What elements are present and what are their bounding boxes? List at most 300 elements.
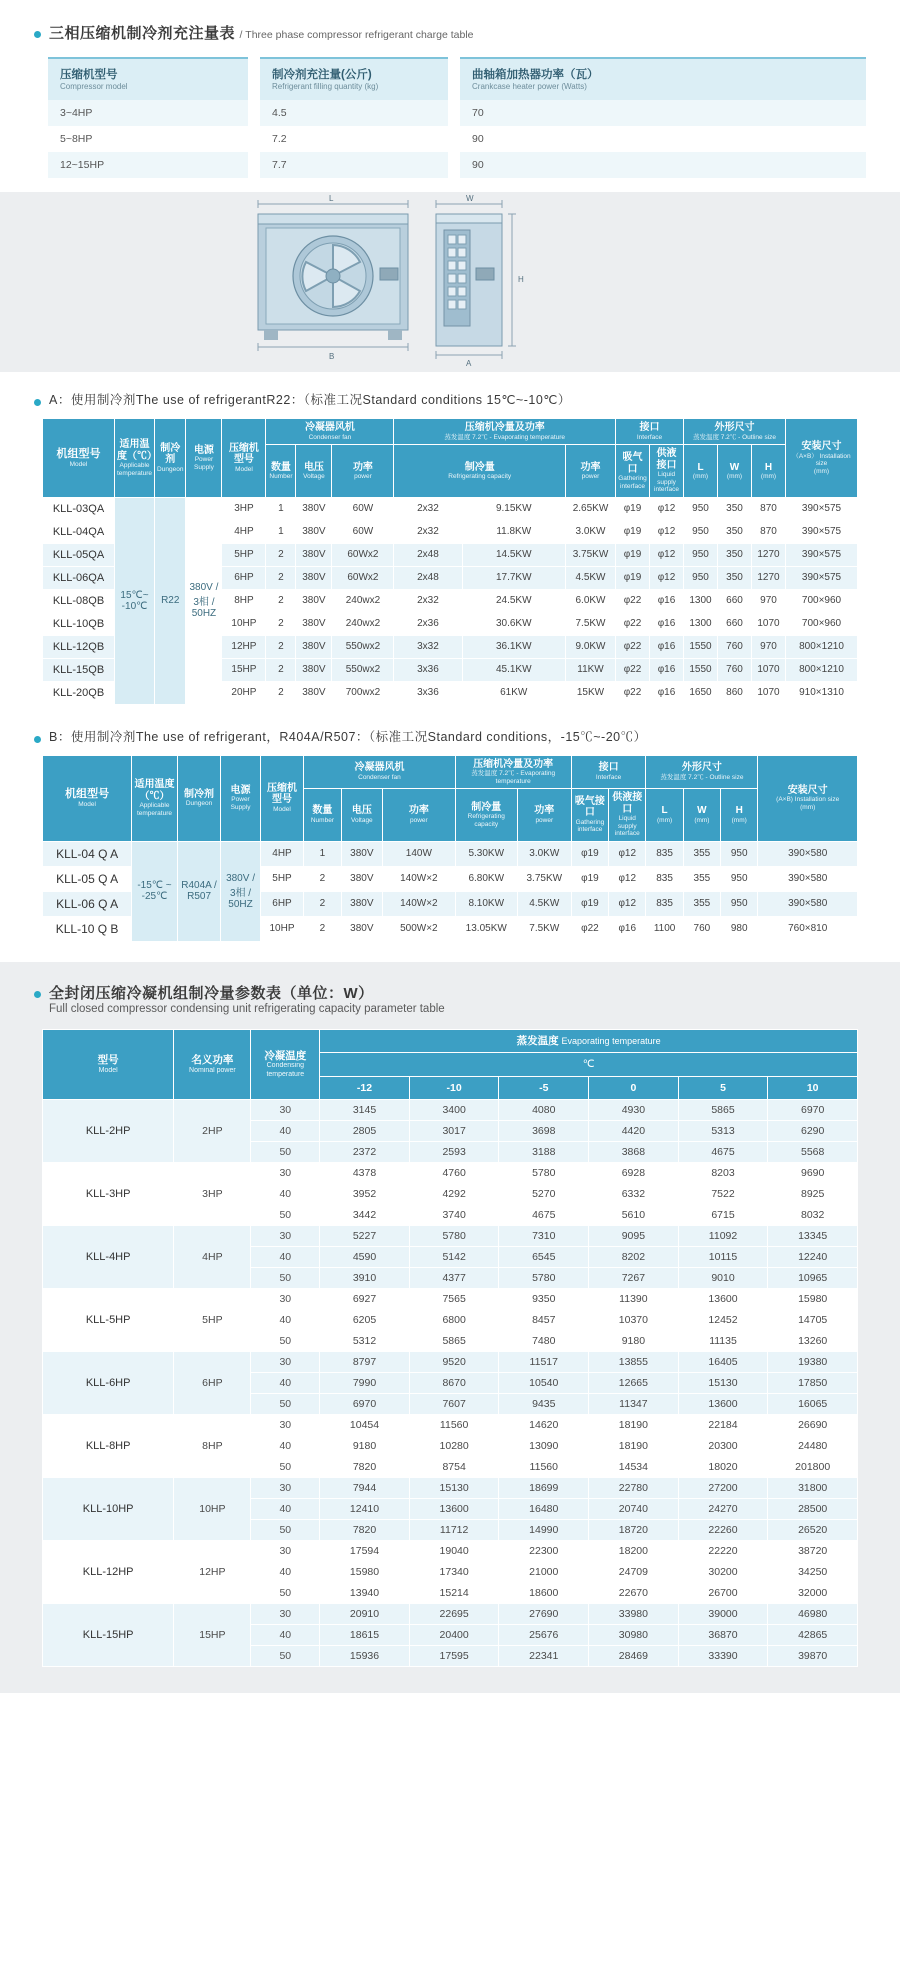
cell-liq: φ12 (609, 866, 646, 891)
cell-cond-temp: 50 (251, 1205, 320, 1226)
cell-value: 4930 (589, 1100, 679, 1121)
charge-cell: 4.5 (260, 100, 448, 126)
cell-value: 8032 (768, 1205, 858, 1226)
cell-value: 13940 (320, 1583, 410, 1604)
cell-fan-volt: 380V (296, 497, 332, 520)
cell-value: 15130 (409, 1478, 499, 1499)
cell-value: 6205 (320, 1310, 410, 1331)
cell-cap: 6.80KW (455, 866, 517, 891)
cell-cond-temp: 30 (251, 1478, 320, 1499)
cell-value: 7820 (320, 1520, 410, 1541)
cell-cond-temp: 40 (251, 1310, 320, 1331)
cell-fan-volt: 380V (341, 891, 382, 916)
th-gas-port: 吸气接口 Gathering interface (571, 789, 608, 841)
cell-H: 870 (752, 520, 786, 543)
cell-value: 20300 (678, 1436, 768, 1457)
charge-col1-cn: 制冷剂充注量(公斤) (272, 69, 372, 81)
cell-power: 3.75KW (566, 543, 616, 566)
charge-title-cn: 三相压缩机制冷剂充注量表 (49, 25, 236, 42)
cell-refrigerant-merged: R22 (155, 497, 186, 704)
table-a-heading (0, 390, 900, 408)
cell-cap: 45.1KW (462, 658, 566, 681)
cell-cond-temp: 40 (251, 1184, 320, 1205)
th-H: H (mm) (752, 445, 786, 497)
cell-nominal-power: 5HP (174, 1289, 251, 1352)
charge-column-header (48, 57, 248, 100)
cell-cond-temp: 30 (251, 1226, 320, 1247)
cell-cond-temp: 40 (251, 1121, 320, 1142)
cell-W: 355 (683, 841, 720, 866)
cell-fan-power: 140W×2 (383, 891, 456, 916)
cell-power-merged: 380V / 3相 / 50HZ (221, 841, 260, 941)
product-image-band (0, 192, 900, 372)
cell-value: 7565 (409, 1289, 499, 1310)
cell-H: 1070 (752, 658, 786, 681)
cell-value: 32000 (768, 1583, 858, 1604)
cell-fan-power: 550wx2 (332, 635, 394, 658)
th-temp: 适用温度（℃） Applicable temperature (132, 755, 178, 841)
cell-value: 5312 (320, 1331, 410, 1352)
cell-fan-volt: 380V (296, 589, 332, 612)
table-row (43, 841, 858, 866)
cell-liq: φ12 (650, 520, 684, 543)
cell-value: 7267 (589, 1268, 679, 1289)
cell-model: KLL-05 Q A (43, 866, 132, 891)
cell-value: 22300 (499, 1541, 589, 1562)
cell-value: 5568 (768, 1142, 858, 1163)
cell-value: 9350 (499, 1289, 589, 1310)
table-row (43, 1352, 858, 1373)
cell-cap: 14.5KW (462, 543, 566, 566)
cell-value: 3698 (499, 1121, 589, 1142)
cell-value: 9520 (409, 1352, 499, 1373)
th-evap-col: 5 (678, 1076, 768, 1100)
cell-gas: φ19 (616, 520, 650, 543)
cell-install: 390×575 (786, 497, 858, 520)
cell-power: 11KW (566, 658, 616, 681)
cell-cap: 24.5KW (462, 589, 566, 612)
cell-value: 3868 (589, 1142, 679, 1163)
charge-col2-en: Crankcase heater power (Watts) (472, 82, 587, 92)
cell-value: 22780 (589, 1478, 679, 1499)
cell-value: 9690 (768, 1163, 858, 1184)
cell-gas: φ22 (616, 635, 650, 658)
cell-H: 950 (721, 866, 758, 891)
cell-W: 760 (718, 658, 752, 681)
cell-value: 12410 (320, 1499, 410, 1520)
cell-model: KLL-06 Q A (43, 891, 132, 916)
cell-value: 5780 (499, 1268, 589, 1289)
cell-refrigerant-merged: R404A / R507 (177, 841, 221, 941)
cell-H: 1270 (752, 566, 786, 589)
cell-L: 835 (646, 891, 683, 916)
cell-H: 870 (752, 497, 786, 520)
cell-H: 950 (721, 891, 758, 916)
th-refrigerant: 制冷剂 Dungeon (177, 755, 221, 841)
cell-fan-num: 2 (266, 635, 296, 658)
cell-value: 5142 (409, 1247, 499, 1268)
cell-fan-num: 2 (304, 916, 341, 941)
cell-model: KLL-15HP (43, 1604, 174, 1667)
cell-value: 15130 (678, 1373, 768, 1394)
cell-value: 13260 (768, 1331, 858, 1352)
cell-power: 3.75KW (517, 866, 571, 891)
th-compressor-model: 压缩机型号 Model (260, 755, 304, 841)
cell-value: 13855 (589, 1352, 679, 1373)
cell-value: 17594 (320, 1541, 410, 1562)
th-capacity-power: 功率 power (566, 445, 616, 497)
cell-value: 22670 (589, 1583, 679, 1604)
charge-cell: 90 (460, 126, 866, 152)
cell-value: 25676 (499, 1625, 589, 1646)
th-W: W (mm) (683, 789, 720, 841)
cell-value: 6970 (320, 1394, 410, 1415)
charge-section-heading (0, 22, 900, 43)
table-row (43, 1163, 858, 1184)
th-L: L (mm) (684, 445, 718, 497)
cell-fan-num: 1 (304, 841, 341, 866)
th-interface-group: 接口 Interface (571, 755, 646, 788)
cell-model: KLL-8HP (43, 1415, 174, 1478)
cell-gas: φ22 (616, 612, 650, 635)
table-row (43, 1226, 858, 1247)
cell-comp: 3HP (222, 497, 266, 520)
cell-cond-temp: 40 (251, 1625, 320, 1646)
cell-H: 1070 (752, 612, 786, 635)
cell-cap: 8.10KW (455, 891, 517, 916)
capacity-table (42, 1029, 858, 1668)
cell-cap-sub: 2x32 (394, 520, 462, 543)
cell-value: 38720 (768, 1541, 858, 1562)
cell-model: KLL-5HP (43, 1289, 174, 1352)
cell-value: 201800 (768, 1457, 858, 1478)
cell-value: 8925 (768, 1184, 858, 1205)
th-capacity: 制冷量 Refrigerating capacity (394, 445, 566, 497)
th-evaporating-unit: ℃ (320, 1053, 858, 1077)
cell-value: 26520 (768, 1520, 858, 1541)
cell-comp: 6HP (222, 566, 266, 589)
cell-value: 18720 (589, 1520, 679, 1541)
cell-value: 11560 (499, 1457, 589, 1478)
cell-model: KLL-10QB (43, 612, 115, 635)
cell-value: 46980 (768, 1604, 858, 1625)
table-b (42, 755, 858, 942)
cell-fan-num: 2 (266, 566, 296, 589)
cell-value: 13600 (678, 1394, 768, 1415)
cell-value: 14534 (589, 1457, 679, 1478)
cell-value: 9095 (589, 1226, 679, 1247)
charge-cell: 7.2 (260, 126, 448, 152)
cell-value: 22220 (678, 1541, 768, 1562)
cell-value: 31800 (768, 1478, 858, 1499)
cell-cap: 5.30KW (455, 841, 517, 866)
cell-L: 1300 (684, 612, 718, 635)
cell-fan-power: 60Wx2 (332, 566, 394, 589)
cell-cond-temp: 30 (251, 1352, 320, 1373)
cell-value: 7820 (320, 1457, 410, 1478)
cell-cap-sub: 2x32 (394, 497, 462, 520)
cell-value: 11390 (589, 1289, 679, 1310)
cell-value: 39870 (768, 1646, 858, 1667)
cell-value: 3400 (409, 1100, 499, 1121)
cell-W: 660 (718, 589, 752, 612)
cell-install: 800×1210 (786, 635, 858, 658)
th-fan-number: 数量 Number (266, 445, 296, 497)
cell-value: 8203 (678, 1163, 768, 1184)
cell-fan-num: 2 (304, 891, 341, 916)
table-b-title: B：使用制冷剂The use of refrigerant，R404A/R507：（标准工况Standard conditions，-15℃~-20℃） (49, 729, 647, 744)
cell-cond-temp: 40 (251, 1247, 320, 1268)
cell-value: 3017 (409, 1121, 499, 1142)
cell-H: 970 (752, 635, 786, 658)
th-L: L (mm) (646, 789, 683, 841)
cell-value: 4590 (320, 1247, 410, 1268)
cell-value: 9435 (499, 1394, 589, 1415)
cell-value: 15214 (409, 1583, 499, 1604)
cell-value: 3740 (409, 1205, 499, 1226)
table-row (43, 497, 858, 520)
cell-fan-volt: 380V (296, 635, 332, 658)
cell-value: 12665 (589, 1373, 679, 1394)
cell-value: 3952 (320, 1184, 410, 1205)
cell-value: 8202 (589, 1247, 679, 1268)
cell-cond-temp: 30 (251, 1100, 320, 1121)
cell-comp: 5HP (260, 866, 304, 891)
charge-cell: 7.7 (260, 152, 448, 178)
cell-L: 950 (684, 566, 718, 589)
cell-model: KLL-04QA (43, 520, 115, 543)
cell-model: KLL-3HP (43, 1163, 174, 1226)
cell-liq: φ12 (650, 497, 684, 520)
cell-power: 4.5KW (517, 891, 571, 916)
cell-comp: 10HP (222, 612, 266, 635)
cell-model: KLL-03QA (43, 497, 115, 520)
cell-power: 7.5KW (517, 916, 571, 941)
cell-value: 34250 (768, 1562, 858, 1583)
cell-liq: φ16 (650, 658, 684, 681)
cell-value: 26690 (768, 1415, 858, 1436)
cell-value: 8797 (320, 1352, 410, 1373)
cell-fan-power: 60W (332, 497, 394, 520)
cell-cap-sub: 3x36 (394, 658, 462, 681)
cell-value: 4760 (409, 1163, 499, 1184)
cell-value: 10540 (499, 1373, 589, 1394)
cell-nominal-power: 4HP (174, 1226, 251, 1289)
cell-value: 7310 (499, 1226, 589, 1247)
cell-liq: φ12 (650, 543, 684, 566)
table-row (43, 1478, 858, 1499)
cell-fan-num: 2 (304, 866, 341, 891)
cell-value: 13090 (499, 1436, 589, 1457)
charge-title-en: / Three phase compressor refrigerant charge table (239, 29, 474, 41)
cell-fan-num: 2 (266, 681, 296, 704)
cell-cap-sub: 2x48 (394, 566, 462, 589)
th-evaporating-group: 蒸发温度 Evaporating temperature (320, 1029, 858, 1053)
cell-W: 355 (683, 891, 720, 916)
table-a-header-row-1 (43, 419, 858, 445)
cell-value: 27690 (499, 1604, 589, 1625)
cell-model: KLL-10 Q B (43, 916, 132, 941)
th-evap-col: -12 (320, 1076, 410, 1100)
th-model: 型号 Model (43, 1029, 174, 1100)
cell-value: 8754 (409, 1457, 499, 1478)
cell-L: 835 (646, 866, 683, 891)
cell-value: 3188 (499, 1142, 589, 1163)
th-install-group: 安装尺寸 （A×B） Installation size (mm) (786, 419, 858, 497)
cell-value: 22184 (678, 1415, 768, 1436)
table-row (43, 1604, 858, 1625)
cell-model: KLL-10HP (43, 1478, 174, 1541)
cell-value: 3910 (320, 1268, 410, 1289)
cell-H: 950 (721, 841, 758, 866)
cell-power: 3.0KW (517, 841, 571, 866)
cell-W: 760 (718, 635, 752, 658)
cell-value: 9180 (320, 1436, 410, 1457)
cell-fan-num: 2 (266, 589, 296, 612)
cell-value: 7522 (678, 1184, 768, 1205)
th-power-supply: 电源 Power Supply (221, 755, 260, 841)
cell-H: 970 (752, 589, 786, 612)
cell-value: 13345 (768, 1226, 858, 1247)
cell-value: 16405 (678, 1352, 768, 1373)
cell-value: 24709 (589, 1562, 679, 1583)
cell-value: 20910 (320, 1604, 410, 1625)
charge-column-header (460, 57, 866, 100)
cell-install: 910×1310 (786, 681, 858, 704)
table-row (43, 1100, 858, 1121)
charge-cell: 12~15HP (48, 152, 248, 178)
condensing-unit-illustration (240, 192, 660, 372)
th-fan-power: 功率 power (383, 789, 456, 841)
th-install-group: 安装尺寸 (A×B) Installation size (mm) (758, 755, 858, 841)
bullet-icon (34, 736, 41, 743)
cell-value: 4292 (409, 1184, 499, 1205)
charge-col0-en: Compressor model (60, 82, 128, 92)
cell-W: 350 (718, 497, 752, 520)
cell-cond-temp: 50 (251, 1331, 320, 1352)
cell-value: 28469 (589, 1646, 679, 1667)
table-a-section (0, 372, 900, 704)
table-a-body (43, 497, 858, 704)
capacity-body (43, 1100, 858, 1667)
cell-model: KLL-12HP (43, 1541, 174, 1604)
cell-value: 30980 (589, 1625, 679, 1646)
svg-text:H: H (518, 275, 524, 285)
cell-cond-temp: 50 (251, 1646, 320, 1667)
th-fan-voltage: 电压 Voltage (296, 445, 332, 497)
cell-value: 15980 (768, 1289, 858, 1310)
cell-fan-volt: 380V (341, 916, 382, 941)
charge-column-heater (460, 57, 866, 178)
cell-fan-volt: 380V (296, 520, 332, 543)
cell-value: 17850 (768, 1373, 858, 1394)
cell-model: KLL-4HP (43, 1226, 174, 1289)
bullet-icon (34, 399, 41, 406)
cell-power: 15KW (566, 681, 616, 704)
cell-liq: φ12 (609, 841, 646, 866)
cell-nominal-power: 3HP (174, 1163, 251, 1226)
cell-fan-volt: 380V (296, 658, 332, 681)
cell-nominal-power: 12HP (174, 1541, 251, 1604)
cell-value: 7480 (499, 1331, 589, 1352)
th-model: 机组型号 Model (43, 419, 115, 497)
cell-value: 2372 (320, 1142, 410, 1163)
charge-column-header (260, 57, 448, 100)
cell-value: 6970 (768, 1100, 858, 1121)
cell-cond-temp: 40 (251, 1373, 320, 1394)
cell-value: 3442 (320, 1205, 410, 1226)
cell-fan-power: 240wx2 (332, 589, 394, 612)
charge-col1-en: Refrigerant filling quantity (kg) (272, 82, 379, 92)
cell-W: 350 (718, 520, 752, 543)
cell-value: 3145 (320, 1100, 410, 1121)
cell-fan-volt: 380V (296, 543, 332, 566)
cell-fan-num: 2 (266, 543, 296, 566)
cell-install: 390×580 (758, 866, 858, 891)
th-fan-number: 数量 Number (304, 789, 341, 841)
cell-value: 22695 (409, 1604, 499, 1625)
cell-fan-power: 140W (383, 841, 456, 866)
cell-W: 860 (718, 681, 752, 704)
cell-cap: 17.7KW (462, 566, 566, 589)
cell-cap-sub: 3x36 (394, 681, 462, 704)
cell-gas: φ22 (616, 681, 650, 704)
cell-comp: 4HP (260, 841, 304, 866)
cell-liq: φ16 (650, 589, 684, 612)
th-W: W (mm) (718, 445, 752, 497)
cell-power: 9.0KW (566, 635, 616, 658)
cell-install: 390×575 (786, 566, 858, 589)
cell-value: 19040 (409, 1541, 499, 1562)
cell-H: 1070 (752, 681, 786, 704)
table-b-heading (0, 727, 900, 745)
cell-gas: φ19 (571, 841, 608, 866)
cell-value: 22260 (678, 1520, 768, 1541)
charge-column-quantity (260, 57, 448, 178)
th-outline-group: 外形尺寸 蒸发温度 7.2℃ - Outline size (684, 419, 786, 445)
th-gas-port: 吸气口 Gathering interface (616, 445, 650, 497)
th-evap-col: -10 (409, 1076, 499, 1100)
charge-cell: 90 (460, 152, 866, 178)
cell-W: 350 (718, 543, 752, 566)
cell-value: 6928 (589, 1163, 679, 1184)
cell-value: 4377 (409, 1268, 499, 1289)
cell-W: 350 (718, 566, 752, 589)
cell-nominal-power: 8HP (174, 1415, 251, 1478)
cell-comp: 8HP (222, 589, 266, 612)
cell-value: 10370 (589, 1310, 679, 1331)
cell-gas: φ22 (616, 589, 650, 612)
svg-text:L: L (329, 194, 334, 204)
cell-cond-temp: 30 (251, 1541, 320, 1562)
cell-value: 5313 (678, 1121, 768, 1142)
th-evap-col: -5 (499, 1076, 589, 1100)
cell-value: 14990 (499, 1520, 589, 1541)
cell-value: 6800 (409, 1310, 499, 1331)
cell-install: 390×575 (786, 520, 858, 543)
cell-value: 6927 (320, 1289, 410, 1310)
th-refrigerant: 制冷剂 Dungeon (155, 419, 186, 497)
cell-value: 11135 (678, 1331, 768, 1352)
cell-value: 6715 (678, 1205, 768, 1226)
cell-comp: 5HP (222, 543, 266, 566)
th-liquid-port: 供液接口 Liquid supply interface (609, 789, 646, 841)
cell-gas: φ19 (571, 891, 608, 916)
cell-model: KLL-6HP (43, 1352, 174, 1415)
table-row (43, 1541, 858, 1562)
cell-value: 4675 (499, 1205, 589, 1226)
cell-cap: 30.6KW (462, 612, 566, 635)
